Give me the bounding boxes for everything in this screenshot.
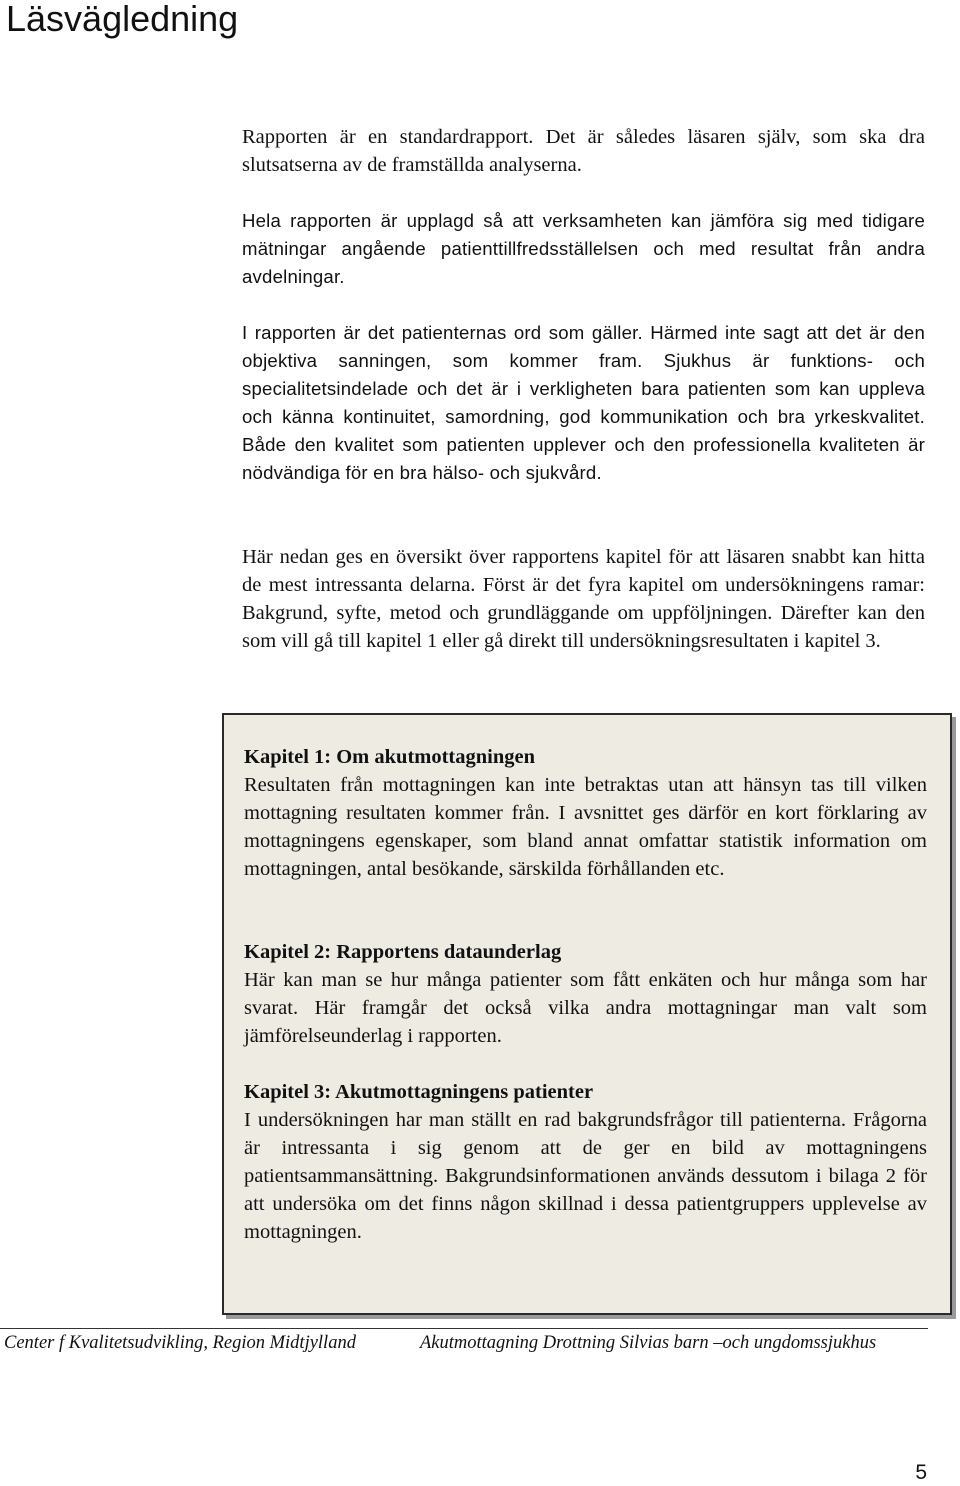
chapter-2-section <box>244 938 927 1050</box>
chapter-3-section <box>244 1078 927 1246</box>
chapter-1-section <box>244 743 927 883</box>
footer-organization: Center f Kvalitetsudvikling, Region Midtjylland <box>4 1333 356 1353</box>
chapter-2-heading: Kapitel 2: Rapportens dataunderlag <box>244 941 562 963</box>
chapter-1-text: Resultaten från mottagningen kan inte betraktas utan att hänsyn tas till vilken mottagning resultaten kommer från. I avsnittet ges därför en kort förklaring av mottagningens egenskaper, som bland annat omfattar statistik information om mottagningen, antal besökande, särskilda förhållanden etc. <box>244 774 927 880</box>
comparison-paragraph: Hela rapporten är upplagd så att verksamheten kan jämföra sig med tidigare mätningar angående patienttillfredsställelsen och med resultat från andra avdelningar. <box>242 210 925 287</box>
page-number: 5 <box>915 1461 927 1484</box>
footer-department: Akutmottagning Drottning Silvias barn –och ungdomssjukhus <box>420 1333 877 1353</box>
chapter-3-heading: Kapitel 3: Akutmottagningens patienter <box>244 1081 594 1103</box>
chapter-3-text: I undersökningen har man ställt en rad bakgrundsfrågor till patienterna. Frågorna är intressanta i sig genom att de ger en bild av mottagningens patientsammansättning. Bakgrundsinformationen används dessutom i bilaga 2 för att undersöka om det finns någon skillnad i dessa patientgruppers upplevelse av mottagningen. <box>244 1109 927 1243</box>
chapter-1-heading: Kapitel 1: Om akutmottagningen <box>244 746 535 768</box>
chapter-2-text: Här kan man se hur många patienter som fått enkäten och hur många som har svarat. Här framgår det också vilka andra mottagningar man valt som jämförelseunderlag i rapporten. <box>244 969 927 1047</box>
page-title: Läsvägledning <box>6 0 239 39</box>
patient-voice-paragraph: I rapporten är det patienternas ord som gäller. Härmed inte sagt att det är den objektiva sanningen, som kommer fram. Sjukhus är funktions- och specialitetsindelade och det är i verkligheten bara patienten som kan uppleva och känna kontinuitet, samordning, god kommunikation och bra yrkeskvalitet. Både den kvalitet som patienten upplever och den professionella kvaliteten är nödvändiga för en bra hälso- och sjukvård. <box>242 322 925 483</box>
chapter-overview-box <box>222 713 952 1315</box>
footer-divider <box>0 1328 928 1329</box>
intro-paragraph: Rapporten är en standardrapport. Det är således läsaren själv, som ska dra slutsatserna av de framställda analyserna. <box>242 126 925 176</box>
overview-paragraph: Här nedan ges en översikt över rapportens kapitel för att läsaren snabbt kan hitta de mest intressanta delarna. Först är det fyra kapitel om undersökningens ramar: Bakgrund, syfte, metod och grundläggande om uppföljningen. Därefter kan den som vill gå till kapitel 1 eller gå direkt till undersökningsresultaten i kapitel 3. <box>242 546 925 652</box>
